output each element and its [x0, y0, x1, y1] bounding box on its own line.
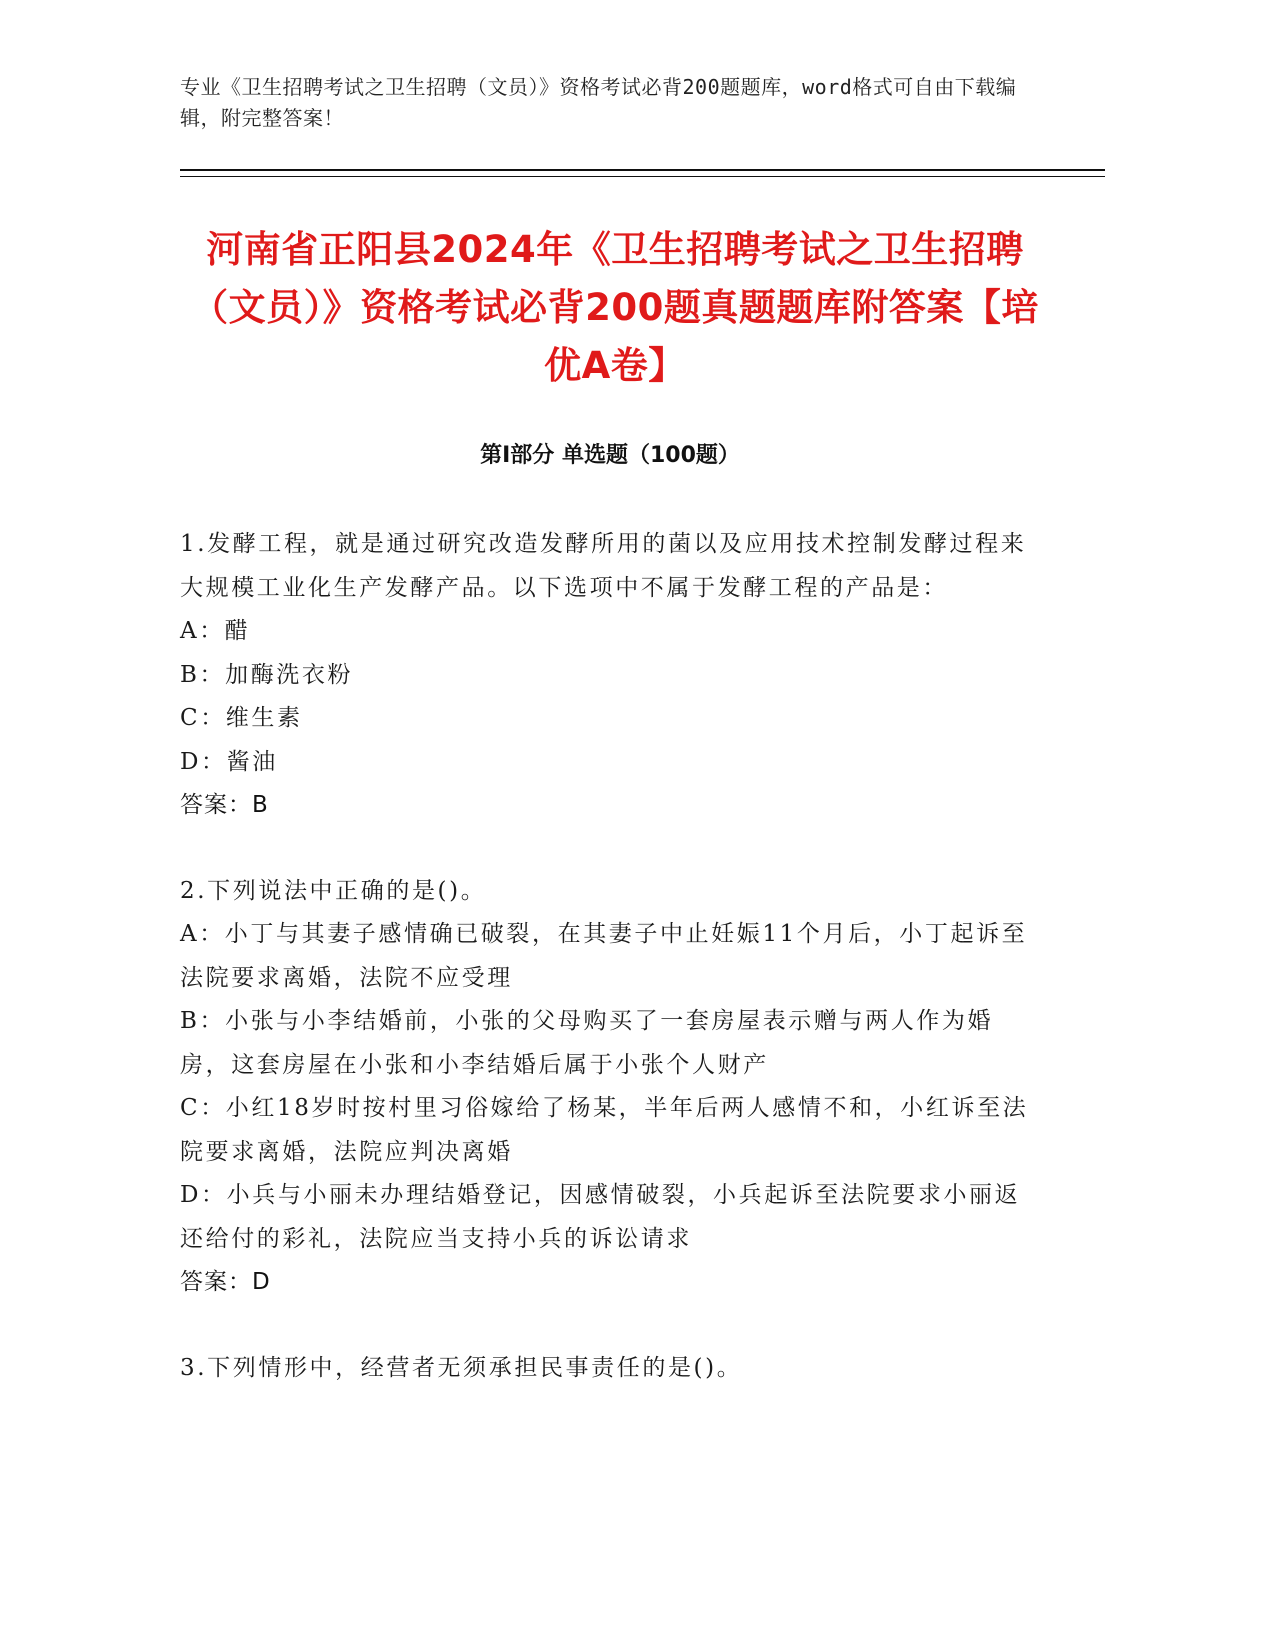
option-b: B：加酶洗衣粉 — [180, 661, 354, 688]
question-stem: 1.发酵工程，就是通过研究改造发酵所用的菌以及应用技术控制发酵过程来大规模工业化生产发酵产品。以下选项中不属于发酵工程的产品是： — [180, 531, 1027, 601]
question-stem: 3.下列情形中，经营者无须承担民事责任的是()。 — [180, 1354, 743, 1381]
question-stem: 2.下列说法中正确的是()。 — [180, 877, 487, 904]
question-list — [180, 523, 1105, 1390]
document-title: 河南省正阳县2024年《卫生招聘考试之卫生招聘（文员）》资格考试必背200题真题题库附答案【培优A卷】 — [191, 228, 1039, 387]
question-item — [180, 1347, 1105, 1391]
option-d: D：小兵与小丽未办理结婚登记，因感情破裂，小兵起诉至法院要求小丽返还给付的彩礼，法院应当支持小兵的诉讼请求 — [180, 1182, 1021, 1252]
option-c: C：维生素 — [180, 705, 303, 731]
option-a: A：小丁与其妻子感情确已破裂，在其妻子中止妊娠11个月后，小丁起诉至法院要求离婚，法院不应受理 — [180, 921, 1028, 991]
option-b: B：小张与小李结婚前，小张的父母购买了一套房屋表示赠与两人作为婚房，这套房屋在小张和小李结婚后属于小张个人财产 — [180, 1008, 994, 1078]
answer-line: 答案：D — [180, 1269, 271, 1295]
question-item — [180, 523, 1105, 828]
header-note: 专业《卫生招聘考试之卫生招聘（文员）》资格考试必背200题题库，word格式可自由下载编辑，附完整答案！ — [180, 75, 1017, 130]
option-c: C：小红18岁时按村里习俗嫁给了杨某，半年后两人感情不和，小红诉至法院要求离婚，法院应判决离婚 — [180, 1095, 1029, 1165]
option-d: D：酱油 — [180, 748, 278, 775]
document-page — [180, 72, 1105, 1432]
header-divider — [180, 169, 1105, 177]
question-item — [180, 870, 1105, 1305]
option-a: A：醋 — [180, 618, 251, 644]
answer-line: 答案：B — [180, 792, 269, 818]
section-heading: 第I部分 单选题（100题） — [480, 443, 740, 468]
